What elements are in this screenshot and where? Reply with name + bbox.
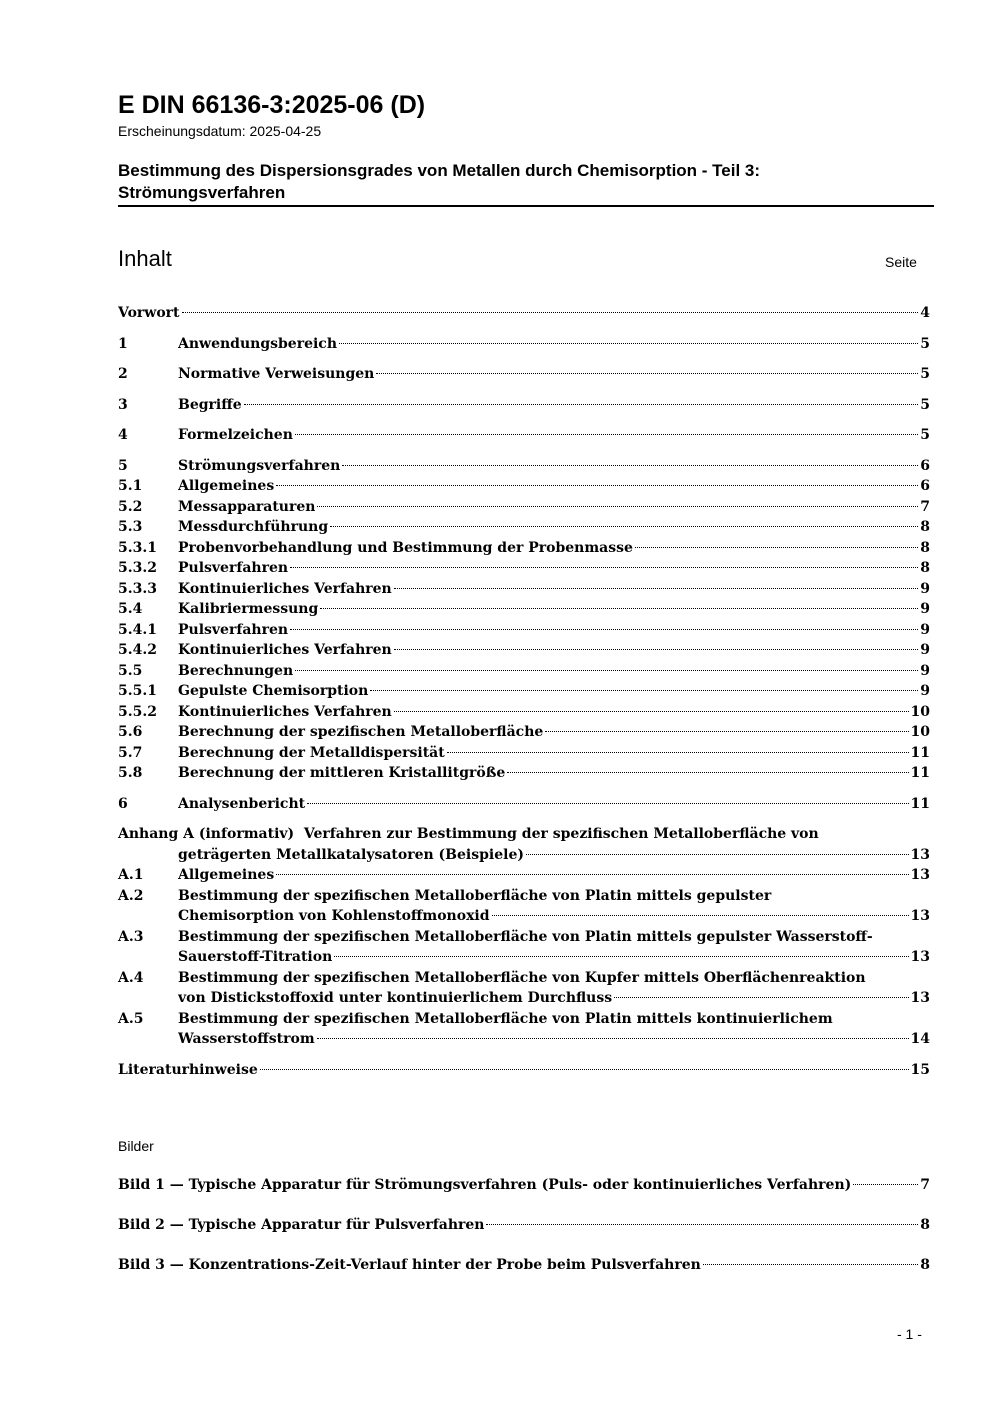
toc-entry-1[interactable] <box>118 334 930 355</box>
toc-entry-page: 8 <box>920 560 930 576</box>
toc-entry-title: Vorwort <box>118 305 180 321</box>
dot-leader <box>370 690 918 691</box>
toc-entry-page: 13 <box>910 846 930 863</box>
toc-entry-page: 9 <box>920 642 930 658</box>
toc-entry-5-4[interactable] <box>118 599 930 620</box>
toc-entry-number: 5.6 <box>118 724 143 740</box>
dot-leader <box>295 434 918 435</box>
toc-entry-number: 5.3.2 <box>118 560 157 576</box>
dot-leader <box>295 670 918 671</box>
dot-leader <box>394 711 909 712</box>
toc-entry-title-line2: Sauerstoff-Titration <box>178 949 333 965</box>
toc-entry-page: 11 <box>910 744 930 761</box>
toc-entry-title: Berechnung der Metalldispersität <box>178 744 445 761</box>
toc-entry-3[interactable] <box>118 395 930 416</box>
toc-entry-page: 10 <box>910 703 930 720</box>
toc-entry-number: 5.3.3 <box>118 580 157 597</box>
toc-entry-title-line2: von Distickstoffoxid unter kontinuierlichem Durchfluss <box>178 990 613 1006</box>
toc-entry-number: A.5 <box>118 1010 144 1027</box>
toc-entry-number: 5.4.2 <box>118 642 157 658</box>
dot-leader <box>317 1038 909 1039</box>
toc-entry-a-2[interactable] <box>118 886 930 927</box>
toc-entry-page: 5 <box>920 427 930 443</box>
dot-leader <box>276 874 908 875</box>
toc-entry-number: 5.5 <box>118 662 143 679</box>
page-number: - 1 - <box>897 1326 922 1342</box>
toc-entry-page: 13 <box>910 867 930 883</box>
dot-leader <box>334 956 908 957</box>
toc-entry-title: Pulsverfahren <box>178 560 289 576</box>
toc-entry-page: 9 <box>920 621 930 638</box>
toc-entry-number: A.1 <box>118 867 144 883</box>
toc-entry-title-line2: Chemisorption von Kohlenstoffmonoxid <box>178 908 490 924</box>
toc-entry-number: 5.5.1 <box>118 683 157 699</box>
toc-entry-title-line1: Bestimmung der spezifischen Metalloberfläche von Platin mittels gepulster <box>178 887 772 904</box>
toc-entry-page: 6 <box>920 457 930 474</box>
toc-heading: Inhalt <box>118 246 172 271</box>
dot-leader <box>545 731 908 732</box>
toc-entry-5[interactable] <box>118 456 930 477</box>
toc-entry-title-line1: Bestimmung der spezifischen Metalloberfläche von Kupfer mittels Oberflächenreaktion <box>178 969 866 986</box>
toc-entry-title: Kontinuierliches Verfahren <box>178 642 392 658</box>
toc-entry-page: 8 <box>920 519 930 535</box>
page-column-label: Seite <box>885 254 917 270</box>
toc-entry-title: Gepulste Chemisorption <box>178 683 369 699</box>
toc-entry-page: 10 <box>910 724 930 740</box>
toc-entry-5-8[interactable] <box>118 763 930 784</box>
annex-title-line2-row <box>118 845 930 866</box>
document-id: E DIN 66136-3:2025-06 (D) <box>118 91 426 119</box>
figure-entry-1[interactable] <box>118 1175 930 1215</box>
annex-label: Anhang A (informativ) <box>118 826 295 842</box>
toc-entry-page: 9 <box>920 662 930 679</box>
toc-entry-page: 7 <box>920 498 930 515</box>
toc-entry-number: 6 <box>118 795 128 812</box>
toc-entry-page: 13 <box>910 949 930 965</box>
toc-entry-title: Formelzeichen <box>178 427 293 443</box>
toc-entry-6[interactable] <box>118 794 930 815</box>
toc-entry-title: Berechnungen <box>178 662 294 679</box>
toc-entry-page: 11 <box>910 765 930 781</box>
annex-title-line2: geträgerten Metallkatalysatoren (Beispiele) <box>178 846 524 863</box>
toc-entry-page: 9 <box>920 683 930 699</box>
toc-entry-page: 15 <box>910 1061 930 1078</box>
toc-entry-5-3-1[interactable] <box>118 538 930 559</box>
dot-leader <box>339 343 918 344</box>
toc-entry-number: 1 <box>118 335 128 352</box>
toc-entry-number: A.3 <box>118 928 144 945</box>
toc-entry-number: 5.5.2 <box>118 703 157 720</box>
toc-entry-page: 5 <box>920 396 930 413</box>
dot-leader <box>447 752 909 753</box>
toc-entry-number: 5 <box>118 457 128 474</box>
toc-entry-4[interactable] <box>118 425 930 446</box>
toc-entry-title-line1: Bestimmung der spezifischen Metalloberfläche von Platin mittels kontinuierlichem <box>178 1010 833 1027</box>
toc-entry-number: A.4 <box>118 969 144 986</box>
figure-entry-title: Bild 2 — Typische Apparatur für Pulsverfahren <box>118 1217 485 1233</box>
toc-entry-title: Strömungsverfahren <box>178 457 341 474</box>
toc-entry-5-5[interactable] <box>118 661 930 682</box>
toc-entry-title: Probenvorbehandlung und Bestimmung der Probenmasse <box>178 539 633 556</box>
toc-entry-5-3-2[interactable] <box>118 558 930 579</box>
dot-leader <box>486 1224 918 1225</box>
toc-entry-title: Kalibriermessung <box>178 601 319 617</box>
toc-entry-title: Messapparaturen <box>178 498 316 515</box>
figure-entry-page: 8 <box>920 1217 930 1233</box>
toc-entry-5-5-1[interactable] <box>118 681 930 702</box>
toc-entry-number: 5.1 <box>118 478 143 494</box>
toc-entry-page: 5 <box>920 366 930 382</box>
toc-entry-title: Allgemeines <box>178 478 275 494</box>
figure-entry-title: Bild 3 — Konzentrations-Zeit-Verlauf hinter der Probe beim Pulsverfahren <box>118 1257 701 1273</box>
toc-entry-5-4-1[interactable] <box>118 620 930 641</box>
toc-entry-bibliography[interactable] <box>118 1060 930 1081</box>
toc-entry-title: Literaturhinweise <box>118 1061 258 1078</box>
toc-entry-5-3-3[interactable] <box>118 579 930 600</box>
figures-heading: Bilder <box>118 1138 154 1154</box>
toc-entry-title: Pulsverfahren <box>178 621 289 638</box>
figure-entry-page: 7 <box>920 1177 930 1193</box>
title-divider <box>118 205 934 207</box>
toc-entry-annex-a[interactable] <box>118 824 930 865</box>
dot-leader <box>853 1184 918 1185</box>
dot-leader <box>290 629 918 630</box>
figure-entry-page: 8 <box>920 1257 930 1273</box>
dot-leader <box>492 915 909 916</box>
document-title: Bestimmung des Dispersionsgrades von Metallen durch Chemisorption - Teil 3: Strömungsverfahren <box>118 161 761 202</box>
toc-entry-title: Berechnung der mittleren Kristallitgröße <box>178 765 506 781</box>
dot-leader <box>182 312 919 313</box>
annex-title-line1: Verfahren zur Bestimmung der spezifischen Metalloberfläche von <box>303 826 819 842</box>
dot-leader <box>507 772 908 773</box>
toc-entry-page: 6 <box>920 478 930 494</box>
toc-entry-number: 5.4 <box>118 601 143 617</box>
toc-entry-title-line1: Bestimmung der spezifischen Metalloberfläche von Platin mittels gepulster Wasserstoff- <box>178 928 873 945</box>
figure-entry-title: Bild 1 — Typische Apparatur für Strömungsverfahren (Puls- oder kontinuierliches Verfahren) <box>118 1177 852 1193</box>
toc-entry-5-6[interactable] <box>118 722 930 743</box>
toc-entry-5-7[interactable] <box>118 743 930 764</box>
toc-entry-number: 5.7 <box>118 744 143 761</box>
toc-entry-page: 8 <box>920 539 930 556</box>
toc-entry-page: 13 <box>910 990 930 1006</box>
toc-entry-page: 14 <box>910 1031 930 1047</box>
toc-entry-2[interactable] <box>118 364 930 385</box>
toc-entry-number: 3 <box>118 396 128 413</box>
publication-date: Erscheinungsdatum: 2025-04-25 <box>118 123 322 139</box>
list-of-figures <box>118 1175 930 1295</box>
toc-entry-5-5-2[interactable] <box>118 702 930 723</box>
toc-entry-title: Analysenbericht <box>178 795 306 812</box>
toc-entry-title: Kontinuierliches Verfahren <box>178 580 392 597</box>
toc-entry-number: 4 <box>118 427 128 443</box>
toc-entry-title: Allgemeines <box>178 867 275 883</box>
dot-leader <box>376 373 918 374</box>
toc-entry-page: 9 <box>920 580 930 597</box>
toc-entry-a-3[interactable] <box>118 927 930 968</box>
dot-leader <box>342 465 918 466</box>
figure-entry-2[interactable] <box>118 1215 930 1255</box>
dot-leader <box>260 1069 909 1070</box>
toc-entry-number: A.2 <box>118 887 144 904</box>
toc-entry-title: Messdurchführung <box>178 519 329 535</box>
toc-entry-page: 9 <box>920 601 930 617</box>
toc-entry-a-5[interactable] <box>118 1009 930 1050</box>
toc-entry-5-4-2[interactable] <box>118 640 930 661</box>
dot-leader <box>290 567 918 568</box>
toc-entry-number: 2 <box>118 366 128 382</box>
toc-entry-title: Berechnung der spezifischen Metalloberfläche <box>178 724 544 740</box>
toc-entry-title: Normative Verweisungen <box>178 366 375 382</box>
toc-entry-a-1[interactable] <box>118 865 930 886</box>
dot-leader <box>394 588 919 589</box>
annex-heading-line <box>118 824 930 845</box>
dot-leader <box>276 485 918 486</box>
toc-entry-a-4[interactable] <box>118 968 930 1009</box>
toc-entry-page: 13 <box>910 908 930 924</box>
table-of-contents <box>118 303 930 1080</box>
dot-leader <box>307 803 908 804</box>
toc-entry-5-2[interactable] <box>118 497 930 518</box>
toc-entry-vorwort[interactable] <box>118 303 930 324</box>
dot-leader <box>244 404 919 405</box>
toc-entry-5-3[interactable] <box>118 517 930 538</box>
dot-leader <box>394 649 919 650</box>
dot-leader <box>526 854 909 855</box>
dot-leader <box>317 506 918 507</box>
dot-leader <box>635 547 918 548</box>
dot-leader <box>703 1264 918 1265</box>
toc-entry-title-line2: Wasserstoffstrom <box>178 1031 315 1047</box>
dot-leader <box>614 997 908 998</box>
toc-entry-page: 4 <box>920 305 930 321</box>
toc-entry-number: 5.8 <box>118 765 143 781</box>
toc-entry-number: 5.2 <box>118 498 143 515</box>
toc-entry-number: 5.4.1 <box>118 621 157 638</box>
toc-entry-title: Anwendungsbereich <box>178 335 337 352</box>
toc-entry-page: 5 <box>920 335 930 352</box>
figure-entry-3[interactable] <box>118 1255 930 1295</box>
toc-entry-number: 5.3 <box>118 519 143 535</box>
toc-entry-title: Kontinuierliches Verfahren <box>178 703 392 720</box>
dot-leader <box>330 526 918 527</box>
toc-entry-title: Begriffe <box>178 396 242 413</box>
dot-leader <box>320 608 918 609</box>
toc-entry-number: 5.3.1 <box>118 539 157 556</box>
toc-entry-page: 11 <box>910 795 930 812</box>
toc-entry-5-1[interactable] <box>118 476 930 497</box>
